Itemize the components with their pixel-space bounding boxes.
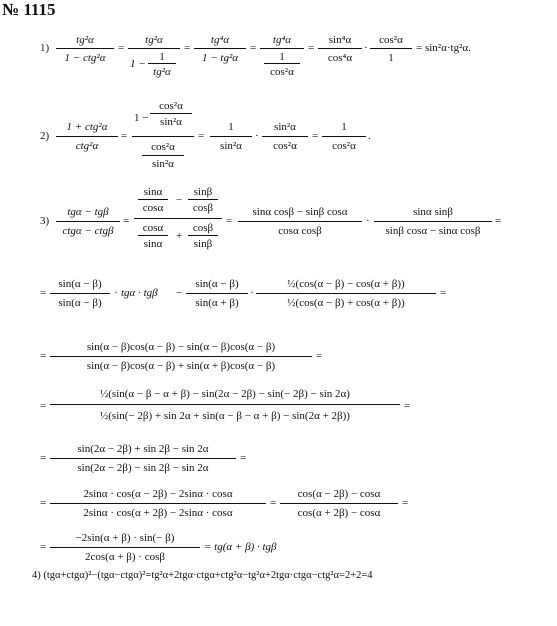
tg-product: tgα · tgβ <box>121 287 158 299</box>
fraction-numerator: cos²α <box>379 34 403 46</box>
nested-denominator: cosβ <box>192 202 214 214</box>
fraction-bar <box>262 136 308 137</box>
fraction-bar <box>56 136 118 137</box>
fraction-numerator: −2sin(α + β) · sin(− β) <box>75 532 175 544</box>
fraction-bar <box>56 221 120 222</box>
equals-sign: = <box>40 287 47 299</box>
nested-numerator: cos²α <box>151 141 175 153</box>
fraction-denominator-part: 1 − <box>130 58 146 70</box>
fraction-numerator: 2sinα · cos(α − 2β) − 2sinα · cosα <box>83 488 233 500</box>
fraction-denominator: sin(α + β) <box>195 297 239 309</box>
part-2-label: 2) <box>40 130 50 142</box>
fraction-denominator: sinβ cosα − sinα cosβ <box>385 225 481 237</box>
fraction-denominator: cos(α + 2β) − cosα <box>297 507 381 519</box>
dot-operator: · <box>250 287 254 299</box>
fraction-numerator-part: 1 − <box>134 112 149 124</box>
fraction-bar <box>128 48 180 49</box>
equals-sign: = <box>118 42 125 54</box>
problem-number: № 1115 <box>2 0 56 19</box>
fraction-denominator: cosα cosβ <box>278 225 322 237</box>
fraction-denominator: ctg²α <box>75 140 99 152</box>
fraction-bar <box>238 221 362 222</box>
fraction-numerator: sin(α − β) <box>195 278 239 290</box>
nested-fraction-bar <box>148 63 176 64</box>
fraction-bar <box>50 458 236 459</box>
nested-denominator: sinβ <box>193 238 213 250</box>
fraction-bar <box>370 48 412 49</box>
fraction-denominator: cos²α <box>273 140 297 152</box>
period: . <box>368 130 371 142</box>
fraction-bar <box>194 48 246 49</box>
fraction-bar <box>256 293 436 294</box>
nested-numerator: cosα <box>142 222 164 234</box>
fraction-bar <box>50 404 400 405</box>
fraction-numerator: tg⁴α <box>272 34 292 46</box>
fraction-denominator: 2sinα · cos(α + 2β) − 2sinα · cosα <box>83 507 233 519</box>
fraction-denominator: 2cos(α + β) · cosβ <box>85 551 165 563</box>
part-4-line: 4) (tgα+ctgα)²−(tgα−ctgα)²=tg²α+2tgα·ctgα+ctg²α−tg²α+2tgα·ctgα−ctg²α=2+2=4 <box>32 570 373 581</box>
equals-sign: = <box>40 497 47 509</box>
nested-fraction-bar <box>188 235 218 236</box>
equals-sign: = <box>121 130 128 142</box>
nested-numerator: cosβ <box>192 222 214 234</box>
nested-denominator: cosα <box>142 202 164 214</box>
fraction-numerator: 1 <box>341 121 347 133</box>
fraction-numerator: 1 + ctg²α <box>66 121 108 133</box>
dot-operator: · <box>364 42 368 54</box>
fraction-bar <box>186 293 248 294</box>
dot-operator: · <box>366 215 370 227</box>
fraction-bar <box>56 48 114 49</box>
part-1-label: 1) <box>40 42 50 54</box>
equals-sign: = <box>40 541 47 553</box>
fraction-numerator: tgα − tgβ <box>67 206 109 218</box>
fraction-bar <box>50 503 266 504</box>
nested-fraction-bar <box>188 199 218 200</box>
nested-numerator: cos²α <box>159 100 183 112</box>
fraction-bar <box>134 218 222 219</box>
fraction-denominator: cos⁴α <box>327 52 353 64</box>
fraction-numerator: ½(cos(α − β) − cos(α + β)) <box>287 278 405 290</box>
nested-denominator: tg²α <box>153 66 171 78</box>
fraction-denominator: 1 − ctg²α <box>64 52 106 64</box>
fraction-bar <box>132 136 194 137</box>
equals-sign: = <box>123 215 130 227</box>
fraction-bar <box>318 48 362 49</box>
fraction-numerator: 1 <box>228 121 234 133</box>
nested-fraction-bar <box>150 113 192 114</box>
fraction-denominator: sin²α <box>220 140 242 152</box>
fraction-bar <box>322 136 366 137</box>
equals-sign: = <box>226 215 233 227</box>
fraction-bar <box>50 293 110 294</box>
nested-fraction-bar <box>264 63 300 64</box>
dot-operator: · <box>255 130 259 142</box>
fraction-bar <box>260 48 304 49</box>
equals-sign: = <box>184 42 191 54</box>
nested-denominator: sinα <box>143 238 163 250</box>
equals-sign: = <box>495 215 502 227</box>
equals-sign: = <box>402 497 409 509</box>
result: = tg(α + β) · tgβ <box>204 541 277 553</box>
nested-fraction-bar <box>138 235 168 236</box>
equals-sign: = <box>240 452 247 464</box>
part-3-label: 3) <box>40 215 50 227</box>
equals-sign: = <box>250 42 257 54</box>
fraction-bar <box>50 356 312 357</box>
nested-denominator: cos²α <box>270 66 294 78</box>
fraction-denominator: sin(α − β) <box>58 297 102 309</box>
plus-operator: + <box>176 230 183 242</box>
fraction-numerator: sinα cosβ − sinβ cosα <box>252 206 348 218</box>
fraction-denominator: 1 − tg²α <box>201 52 239 64</box>
fraction-bar <box>280 503 398 504</box>
nested-fraction-bar <box>138 199 168 200</box>
fraction-bar <box>210 136 252 137</box>
equals-sign: = <box>40 350 47 362</box>
nested-fraction-bar <box>142 155 184 156</box>
fraction-bar <box>374 221 492 222</box>
equals-sign: = <box>308 42 315 54</box>
fraction-numerator: sinα sinβ <box>413 206 453 218</box>
fraction-numerator: sin⁴α <box>328 34 352 46</box>
fraction-numerator: sin²α <box>274 121 296 133</box>
fraction-denominator: sin(α − β)cos(α − β) + sin(α + β)cos(α − β) <box>86 360 276 372</box>
fraction-numerator: sin(2α − 2β) + sin 2β − sin 2α <box>77 443 209 455</box>
equals-sign: = <box>270 497 277 509</box>
nested-numerator: sinα <box>143 186 163 198</box>
fraction-denominator: ½(sin(− 2β) + sin 2α + sin(α − β − α + β) − sin(2α + 2β)) <box>100 410 350 422</box>
equals-sign: = <box>404 400 411 412</box>
fraction-bar <box>50 547 200 548</box>
equals-sign: = <box>316 350 323 362</box>
equals-sign: = <box>312 130 319 142</box>
nested-numerator: 1 <box>279 51 285 63</box>
result: = sin²α·tg²α. <box>416 42 471 54</box>
equals-sign: = <box>40 400 47 412</box>
fraction-numerator: cos(α − 2β) − cosα <box>297 488 381 500</box>
equals-sign: = <box>40 452 47 464</box>
dot-operator: · <box>114 287 118 299</box>
minus-operator: − <box>176 194 183 206</box>
fraction-denominator: ctgα − ctgβ <box>62 225 114 237</box>
equals-sign: = <box>198 130 205 142</box>
minus-operator: − <box>176 287 183 299</box>
fraction-denominator: sin(2α − 2β) − sin 2β − sin 2α <box>77 462 209 474</box>
fraction-numerator: tg²α <box>145 34 163 46</box>
fraction-numerator: tg⁴α <box>210 34 230 46</box>
fraction-denominator: 1 <box>388 52 394 64</box>
equals-sign: = <box>440 287 447 299</box>
nested-numerator: 1 <box>159 51 165 63</box>
nested-denominator: sin²α <box>152 158 174 170</box>
fraction-numerator: sin(α − β)cos(α − β) − sin(α − β)cos(α − β) <box>86 341 276 353</box>
nested-numerator: sinβ <box>193 186 213 198</box>
fraction-denominator: ½(cos(α − β) + cos(α + β)) <box>287 297 405 309</box>
fraction-numerator: sin(α − β) <box>58 278 102 290</box>
fraction-denominator: cos²α <box>332 140 356 152</box>
nested-denominator: sin²α <box>160 116 182 128</box>
fraction-numerator: ½(sin(α − β − α + β) − sin(2α − 2β) − sin(− 2β) − sin 2α) <box>100 388 350 400</box>
fraction-numerator: tg²α <box>76 34 94 46</box>
